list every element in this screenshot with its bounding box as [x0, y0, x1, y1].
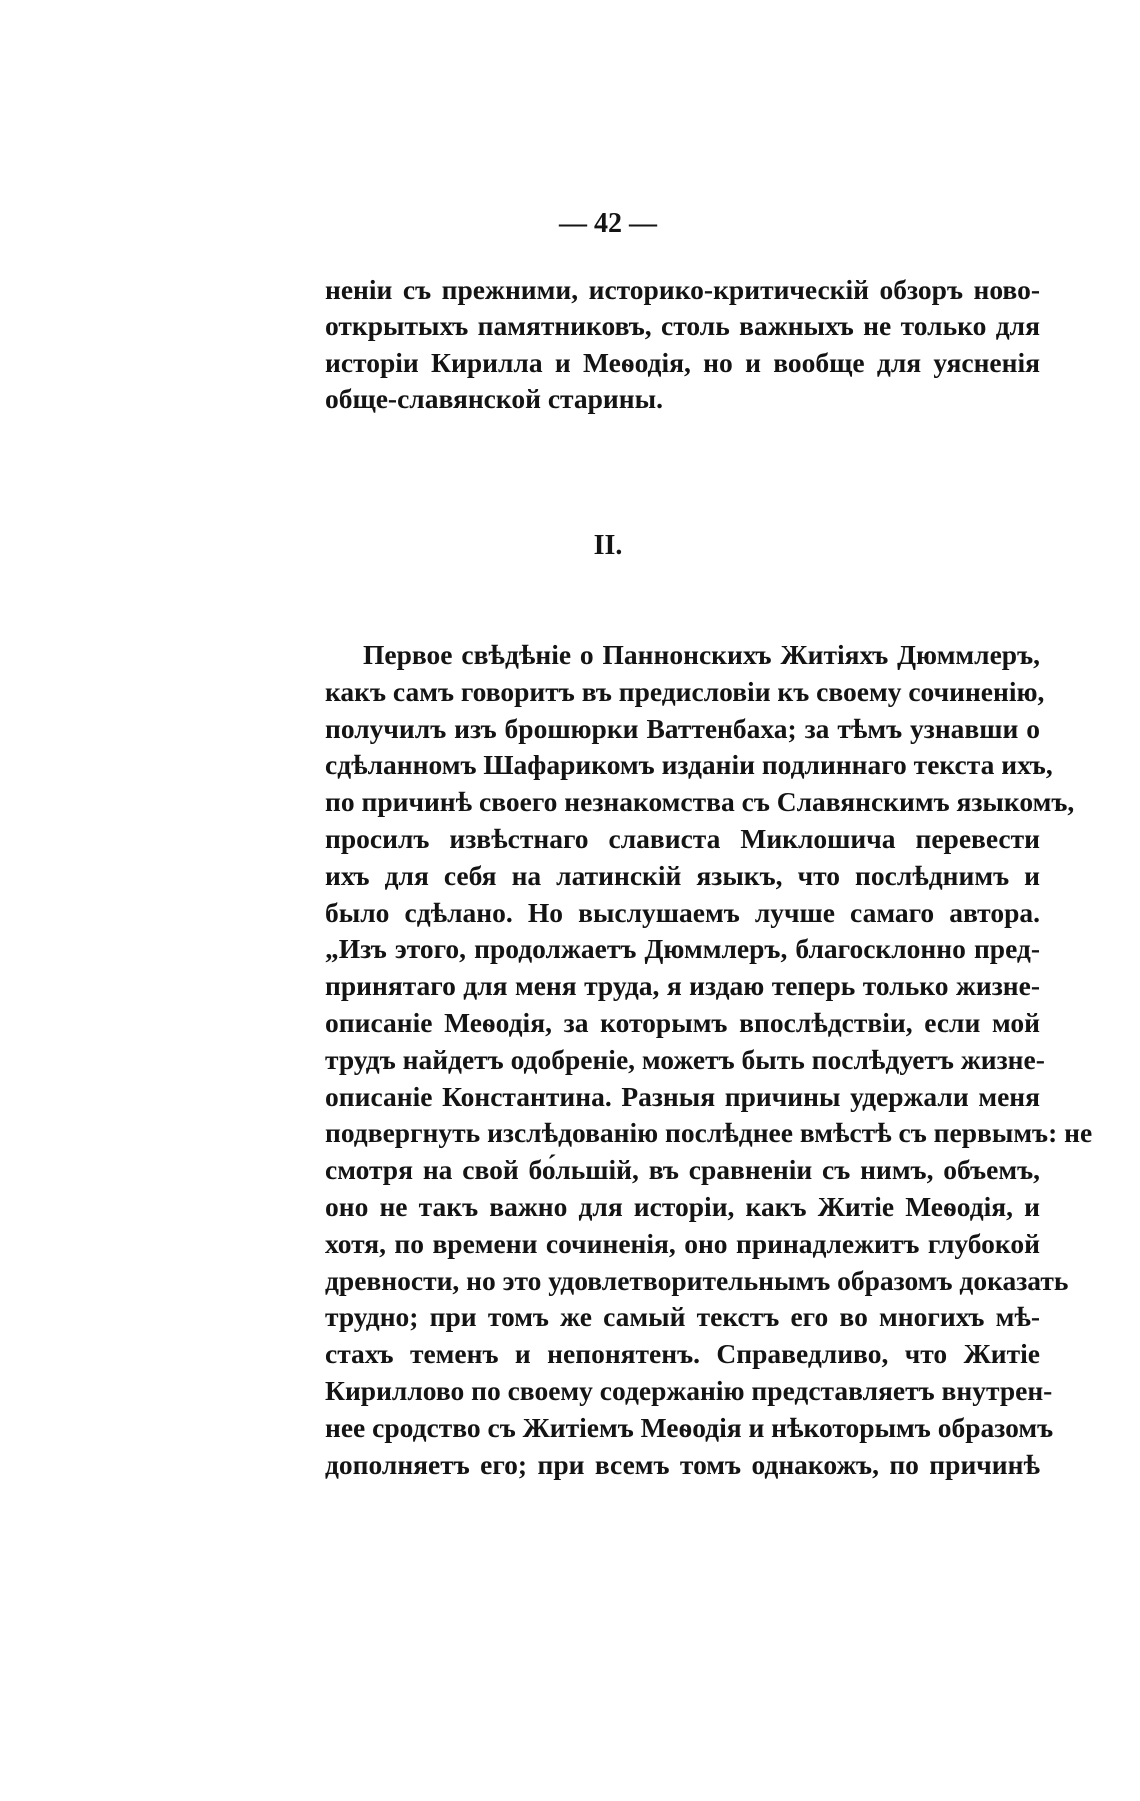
body-line: по причинѣ своего незнакомства съ Славянскимъ языкомъ, [325, 786, 1075, 818]
body-line: смотря на свой бо́льшій, въ сравненіи съ нимъ, объемъ, [325, 1154, 1040, 1186]
body-line: описаніе Константина. Разныя причины удержали меня [325, 1080, 1040, 1112]
body-line: Первое свѣдѣніе о Паннонскихъ Житіяхъ Дюммлеръ, [363, 639, 1040, 670]
body-line: получилъ изъ брошюрки Ваттенбаха; за тѣмъ узнавши о [325, 712, 1040, 744]
body-paragraph [325, 637, 1093, 1483]
body-line: принятаго для меня труда, я издаю теперь только жизне- [325, 970, 1040, 1002]
body-line: сдѣланномъ Шафарикомъ изданіи подлиннаго текста ихъ, [325, 749, 1053, 781]
body-line: ихъ для себя на латинскій языкъ, что послѣднимъ и [325, 859, 1040, 891]
intro-line: исторіи Кирилла и Меѳодія, но и вообще для уясненія [325, 346, 1040, 378]
intro-line: открытыхъ памятниковъ, столь важныхъ не только для [325, 310, 1040, 342]
body-line: подвергнуть изслѣдованію послѣднее вмѣстѣ съ первымъ: не [325, 1117, 1093, 1149]
body-line: трудъ найдетъ одобреніе, можетъ быть послѣдуетъ жизне- [325, 1043, 1045, 1075]
intro-line: неніи съ прежними, историко-критическій обзоръ ново- [325, 274, 1040, 305]
body-line: дополняетъ его; при всемъ томъ однакожъ, по причинѣ [325, 1448, 1040, 1480]
body-line: какъ самъ говоритъ въ предисловіи къ своему сочиненію, [325, 675, 1045, 707]
body-line: стахъ теменъ и непонятенъ. Справедливо, что Житіе [325, 1338, 1040, 1370]
body-line: оно не такъ важно для исторіи, какъ Житіе Меѳодія, и [325, 1190, 1040, 1222]
body-line: хотя, по времени сочиненія, оно принадлежитъ глубокой [325, 1227, 1040, 1259]
intro-line: обще-славянской старины. [325, 383, 663, 415]
body-line: просилъ извѣстнаго слависта Миклошича перевести [325, 822, 1040, 854]
body-line: описаніе Меѳодія, за которымъ впослѣдствіи, если мой [325, 1006, 1040, 1038]
body-line: трудно; при томъ же самый текстъ его во многихъ мѣ- [325, 1301, 1040, 1333]
body-line: Кириллово по своему содержанію представляетъ внутрен- [325, 1374, 1053, 1406]
body-line: было сдѣлано. Но выслушаемъ лучше самаго автора. [325, 896, 1040, 928]
body-line: древности, но это удовлетворительнымъ образомъ доказать [325, 1264, 1069, 1296]
body-line: „Изъ этого, продолжаетъ Дюммлеръ, благосклонно пред- [325, 933, 1040, 965]
intro-paragraph [325, 272, 1040, 418]
body-line: нее сродство съ Житіемъ Меѳодія и нѣкоторымъ образомъ [325, 1411, 1054, 1443]
page-number: — 42 — [559, 208, 657, 239]
section-heading: II. [593, 530, 623, 561]
